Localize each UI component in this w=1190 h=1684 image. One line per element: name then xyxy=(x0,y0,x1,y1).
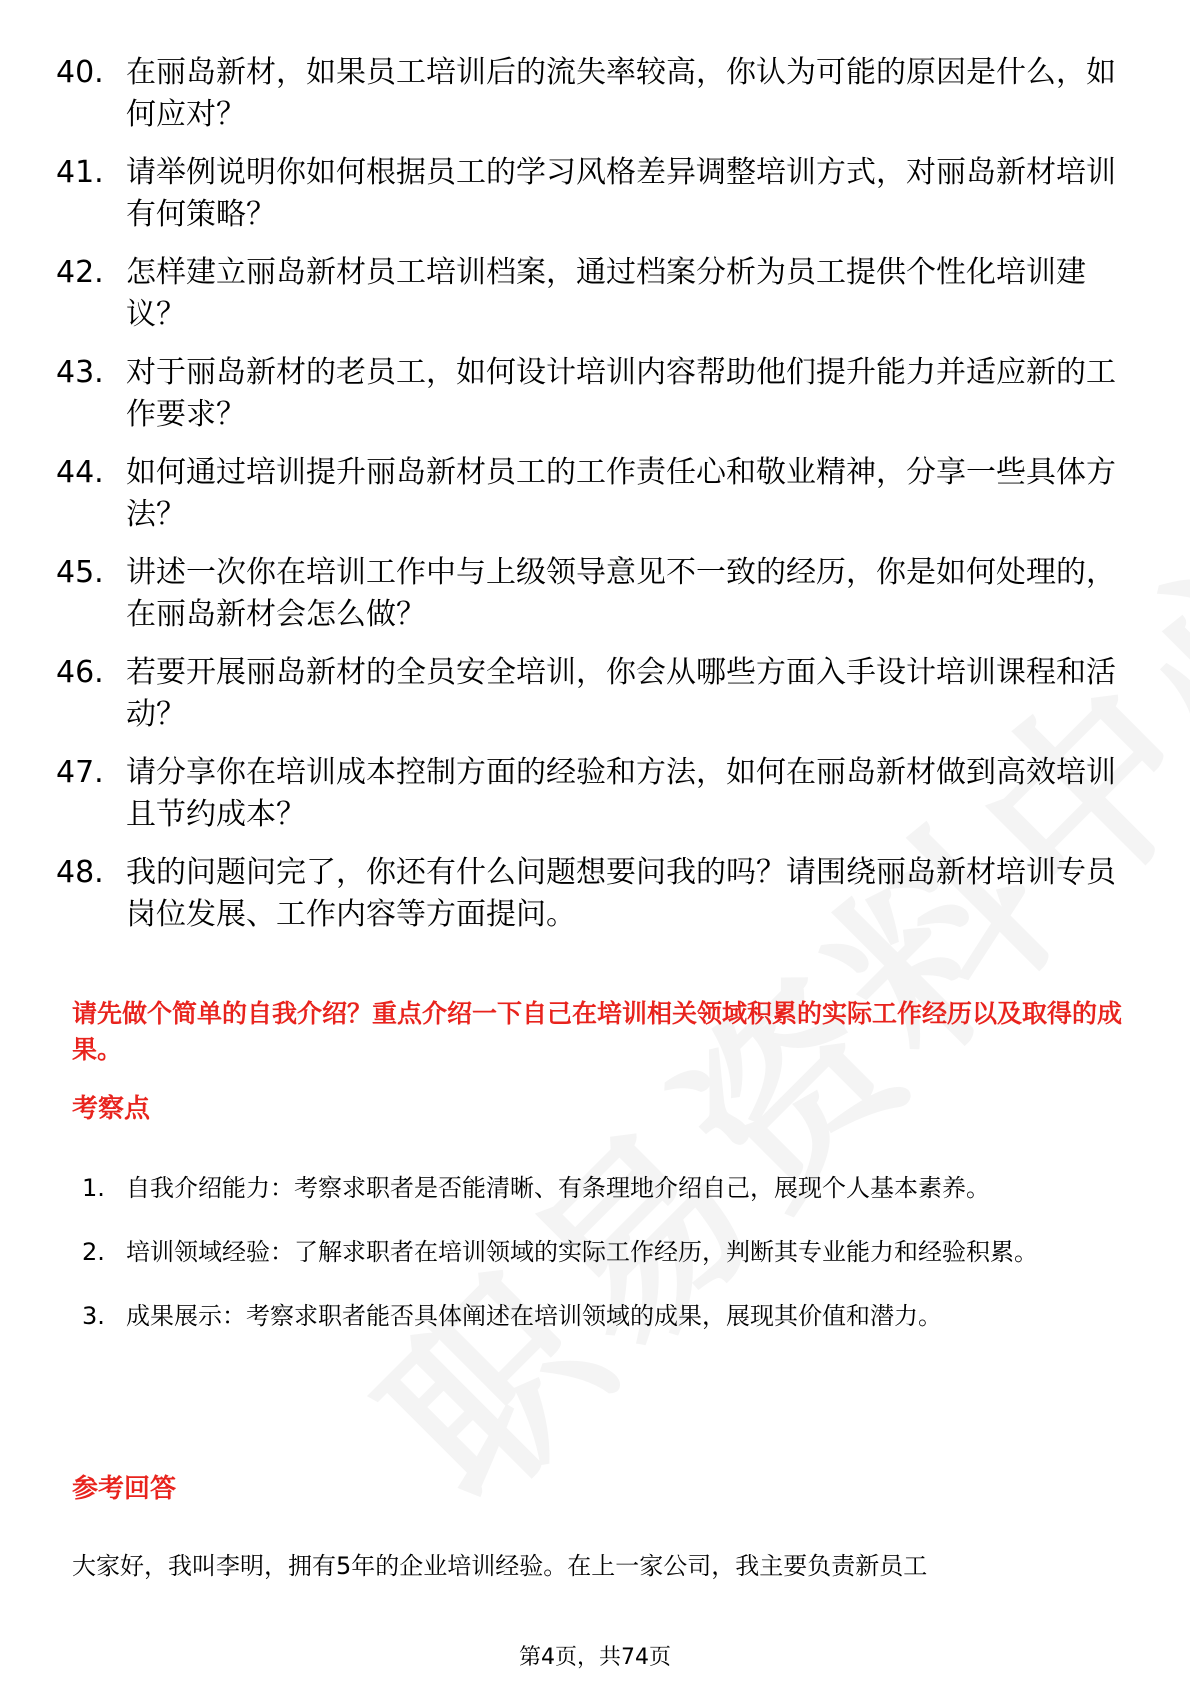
list-item xyxy=(56,652,1126,736)
question-number: 43. xyxy=(56,355,104,390)
page-footer: 第4页，共74页 xyxy=(519,1645,671,1670)
question-text: 请分享你在培训成本控制方面的经验和方法，如何在丽岛新材做到高效培训且节约成本？ xyxy=(126,755,1116,832)
point-text: 培训领域经验：了解求职者在培训领域的实际工作经历，判断其专业能力和经验积累。 xyxy=(126,1238,1038,1266)
question-text: 讲述一次你在培训工作中与上级领导意见不一致的经历，你是如何处理的，在丽岛新材会怎么做？ xyxy=(126,555,1116,632)
question-text: 我的问题问完了，你还有什么问题想要问我的吗？请围绕丽岛新材培训专员岗位发展、工作内容等方面提问。 xyxy=(126,855,1116,932)
list-item xyxy=(56,52,1126,136)
section-title-reference-answer: 参考回答 xyxy=(72,1474,177,1504)
section-title-assessment: 考察点 xyxy=(72,1094,151,1124)
question-number: 40. xyxy=(56,55,104,90)
point-number: 2. xyxy=(82,1238,105,1266)
point-number: 1. xyxy=(82,1174,105,1202)
highlighted-question: 请先做个简单的自我介绍？重点介绍一下自己在培训相关领域积累的实际工作经历以及取得的成果。 xyxy=(72,999,1123,1064)
question-number: 48. xyxy=(56,855,104,890)
list-item xyxy=(56,352,1126,436)
question-text: 在丽岛新材，如果员工培训后的流失率较高，你认为可能的原因是什么，如何应对？ xyxy=(126,55,1116,132)
question-number: 45. xyxy=(56,555,104,590)
question-number: 46. xyxy=(56,655,104,690)
list-item xyxy=(56,552,1126,636)
assessment-points-list xyxy=(82,1160,1132,1352)
point-text: 成果展示：考察求职者能否具体阐述在培训领域的成果，展现其价值和潜力。 xyxy=(126,1302,942,1330)
reference-answer-text: 大家好，我叫李明，拥有5年的企业培训经验。在上一家公司，我主要负责新员工 xyxy=(72,1552,928,1580)
list-item xyxy=(82,1160,1132,1216)
question-number: 47. xyxy=(56,755,104,790)
list-item xyxy=(56,752,1126,836)
question-text: 请举例说明你如何根据员工的学习风格差异调整培训方式，对丽岛新材培训有何策略？ xyxy=(126,155,1116,232)
list-item xyxy=(56,852,1126,936)
point-text: 自我介绍能力：考察求职者是否能清晰、有条理地介绍自己，展现个人基本素养。 xyxy=(126,1174,990,1202)
point-number: 3. xyxy=(82,1302,105,1330)
question-number: 44. xyxy=(56,455,104,490)
list-item xyxy=(56,152,1126,236)
question-text: 怎样建立丽岛新材员工培训档案，通过档案分析为员工提供个性化培训建议？ xyxy=(126,255,1086,332)
question-text: 如何通过培训提升丽岛新材员工的工作责任心和敬业精神，分享一些具体方法？ xyxy=(126,455,1116,532)
question-text: 若要开展丽岛新材的全员安全培训，你会从哪些方面入手设计培训课程和活动？ xyxy=(126,655,1116,732)
list-item xyxy=(56,452,1126,536)
list-item xyxy=(56,252,1126,336)
question-number: 41. xyxy=(56,155,104,190)
question-number: 42. xyxy=(56,255,104,290)
list-item xyxy=(82,1224,1132,1280)
question-text: 对于丽岛新材的老员工，如何设计培训内容帮助他们提升能力并适应新的工作要求？ xyxy=(126,355,1116,432)
list-item xyxy=(82,1288,1132,1344)
question-list xyxy=(56,52,1126,952)
